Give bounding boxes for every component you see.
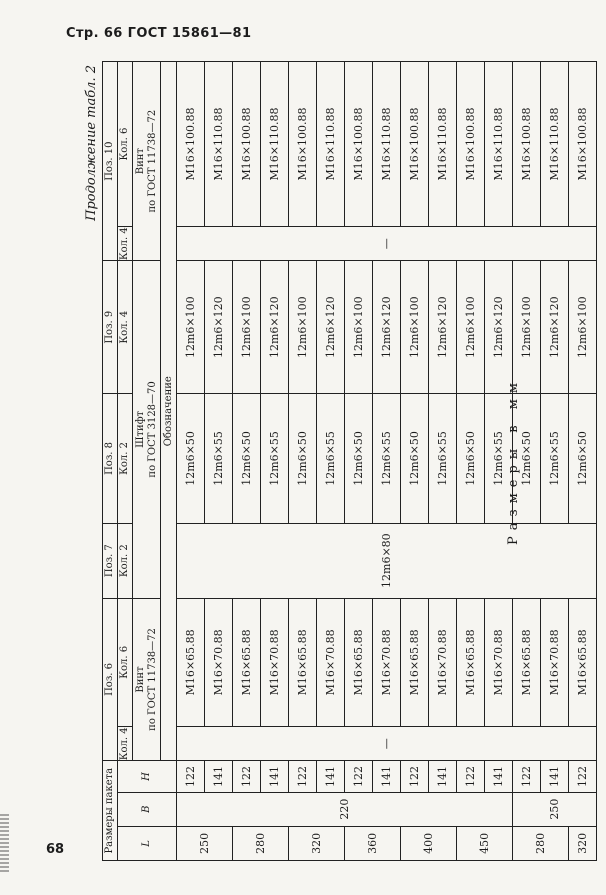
header-L: L xyxy=(118,826,177,860)
cell-pos10-kol6: M16×100.88 xyxy=(569,62,597,227)
header-H: H xyxy=(118,761,177,792)
header-pos9: Поз. 9 xyxy=(103,261,118,394)
cell-pos6-kol6: M16×65.88 xyxy=(289,598,317,727)
cell-pos10-kol6: M16×100.88 xyxy=(457,62,485,227)
cell-pos10-kol6: M16×110.88 xyxy=(373,62,401,227)
cell-pos10-kol6: M16×110.88 xyxy=(317,62,345,227)
cell-pos6-kol6: M16×65.88 xyxy=(569,598,597,727)
cell-H: 141 xyxy=(429,761,457,792)
header-pos7-kol2: Кол. 2 xyxy=(118,523,133,598)
cell-pos8: 12m6×50 xyxy=(233,394,261,524)
cell-pos8: 12m6×55 xyxy=(205,394,233,524)
page-number: 68 xyxy=(46,842,65,857)
cell-pos9: 12m6×100 xyxy=(233,261,261,394)
cell-pos10-kol6: M16×110.88 xyxy=(541,62,569,227)
cell-L: 280 xyxy=(513,826,569,860)
cell-pos8: 12m6×55 xyxy=(261,394,289,524)
cell-H: 122 xyxy=(569,761,597,792)
cell-pos6-kol6: M16×65.88 xyxy=(233,598,261,727)
header-pos7: Поз. 7 xyxy=(103,523,118,598)
vint-gost: по ГОСТ 11738—72 xyxy=(146,628,158,731)
shtift-label: Штифт xyxy=(134,410,146,448)
vint-label: Винт xyxy=(134,666,146,693)
cell-pos8: 12m6×50 xyxy=(177,394,205,524)
cell-pos6-kol6: M16×70.88 xyxy=(317,598,345,727)
cell-pos10-kol6: M16×100.88 xyxy=(345,62,373,227)
cell-H: 141 xyxy=(373,761,401,792)
spec-table xyxy=(102,61,597,861)
units-label: Размеры в мм xyxy=(506,377,521,545)
header-shtift xyxy=(133,261,161,598)
cell-pos6-kol4: — xyxy=(177,727,597,761)
cell-L: 320 xyxy=(289,826,345,860)
header-vint-pos6 xyxy=(133,598,161,761)
header-pos10-kol4: Кол. 4 xyxy=(118,227,133,261)
header-package-sizes: Размеры пакета xyxy=(103,761,118,861)
cell-pos8: 12m6×50 xyxy=(513,394,541,524)
cell-pos6-kol6: M16×65.88 xyxy=(513,598,541,727)
cell-pos9: 12m6×100 xyxy=(457,261,485,394)
cell-pos6-kol6: M16×65.88 xyxy=(401,598,429,727)
cell-H: 122 xyxy=(457,761,485,792)
cell-H: 141 xyxy=(485,761,513,792)
cell-pos8: 12m6×50 xyxy=(569,394,597,524)
cell-H: 141 xyxy=(205,761,233,792)
cell-pos10-kol6: M16×100.88 xyxy=(177,62,205,227)
cell-pos10-kol4: — xyxy=(177,227,597,261)
cell-pos8: 12m6×55 xyxy=(485,394,513,524)
cell-pos6-kol6: M16×70.88 xyxy=(205,598,233,727)
cell-pos8: 12m6×55 xyxy=(317,394,345,524)
cell-H: 122 xyxy=(345,761,373,792)
cell-pos8: 12m6×50 xyxy=(345,394,373,524)
cell-pos9: 12m6×120 xyxy=(541,261,569,394)
binding-edge xyxy=(0,812,9,872)
cell-pos10-kol6: M16×100.88 xyxy=(401,62,429,227)
cell-L: 250 xyxy=(177,826,233,860)
cell-pos10-kol6: M16×100.88 xyxy=(513,62,541,227)
cell-H: 122 xyxy=(177,761,205,792)
vint-label: Винт xyxy=(134,148,146,175)
header-pos6: Поз. 6 xyxy=(103,598,118,761)
cell-L: 450 xyxy=(457,826,513,860)
cell-H: 122 xyxy=(401,761,429,792)
cell-pos7: 12m6×80 xyxy=(177,523,597,598)
header-oboznachenie: Обозначение xyxy=(161,62,177,761)
rotated-table-area xyxy=(78,61,598,861)
page-header: Стр. 66 ГОСТ 15861—81 xyxy=(66,26,252,41)
cell-B: 220 xyxy=(177,792,513,826)
cell-pos9: 12m6×100 xyxy=(513,261,541,394)
cell-H: 141 xyxy=(261,761,289,792)
cell-pos6-kol6: M16×70.88 xyxy=(485,598,513,727)
cell-pos10-kol6: M16×110.88 xyxy=(261,62,289,227)
cell-pos9: 12m6×120 xyxy=(261,261,289,394)
cell-pos9: 12m6×100 xyxy=(401,261,429,394)
cell-pos9: 12m6×120 xyxy=(317,261,345,394)
cell-H: 122 xyxy=(233,761,261,792)
cell-pos10-kol6: M16×110.88 xyxy=(485,62,513,227)
table-row xyxy=(177,62,205,861)
cell-pos10-kol6: M16×110.88 xyxy=(205,62,233,227)
cell-pos6-kol6: M16×70.88 xyxy=(373,598,401,727)
cell-pos9: 12m6×120 xyxy=(485,261,513,394)
header-B: B xyxy=(118,792,177,826)
vint-gost: по ГОСТ 11738—72 xyxy=(146,109,158,213)
header-pos6-kol6: Кол. 6 xyxy=(118,598,133,727)
cell-B: 250 xyxy=(513,792,597,826)
cell-pos10-kol6: M16×110.88 xyxy=(429,62,457,227)
header-pos8-kol2: Кол. 2 xyxy=(118,394,133,524)
cell-H: 122 xyxy=(513,761,541,792)
header-pos8: Поз. 8 xyxy=(103,394,118,524)
cell-L: 320 xyxy=(569,826,597,860)
cell-pos8: 12m6×55 xyxy=(541,394,569,524)
cell-H: 141 xyxy=(541,761,569,792)
cell-pos9: 12m6×100 xyxy=(345,261,373,394)
cell-pos8: 12m6×50 xyxy=(401,394,429,524)
cell-L: 360 xyxy=(345,826,401,860)
cell-pos9: 12m6×100 xyxy=(177,261,205,394)
cell-pos8: 12m6×50 xyxy=(289,394,317,524)
cell-H: 122 xyxy=(289,761,317,792)
header-pos6-kol4: Кол. 4 xyxy=(118,727,133,761)
cell-pos6-kol6: M16×65.88 xyxy=(345,598,373,727)
table-caption: Продолжение табл. 2 xyxy=(84,65,99,221)
cell-pos6-kol6: M16×70.88 xyxy=(261,598,289,727)
header-pos10: Поз. 10 xyxy=(103,62,118,261)
header-pos9-kol4: Кол. 4 xyxy=(118,261,133,394)
cell-H: 141 xyxy=(317,761,345,792)
cell-pos9: 12m6×120 xyxy=(205,261,233,394)
cell-pos9: 12m6×100 xyxy=(569,261,597,394)
cell-L: 280 xyxy=(233,826,289,860)
cell-pos10-kol6: M16×100.88 xyxy=(289,62,317,227)
shtift-gost: по ГОСТ 3128—70 xyxy=(146,381,158,478)
header-vint-pos10 xyxy=(133,62,161,261)
cell-pos8: 12m6×55 xyxy=(373,394,401,524)
cell-pos10-kol6: M16×100.88 xyxy=(233,62,261,227)
cell-pos6-kol6: M16×65.88 xyxy=(457,598,485,727)
cell-pos8: 12m6×50 xyxy=(457,394,485,524)
cell-pos9: 12m6×120 xyxy=(429,261,457,394)
cell-pos6-kol6: M16×70.88 xyxy=(541,598,569,727)
cell-pos9: 12m6×100 xyxy=(289,261,317,394)
cell-L: 400 xyxy=(401,826,457,860)
cell-pos6-kol6: M16×70.88 xyxy=(429,598,457,727)
cell-pos6-kol6: M16×65.88 xyxy=(177,598,205,727)
cell-pos8: 12m6×55 xyxy=(429,394,457,524)
header-pos10-kol6: Кол. 6 xyxy=(118,62,133,227)
cell-pos9: 12m6×120 xyxy=(373,261,401,394)
